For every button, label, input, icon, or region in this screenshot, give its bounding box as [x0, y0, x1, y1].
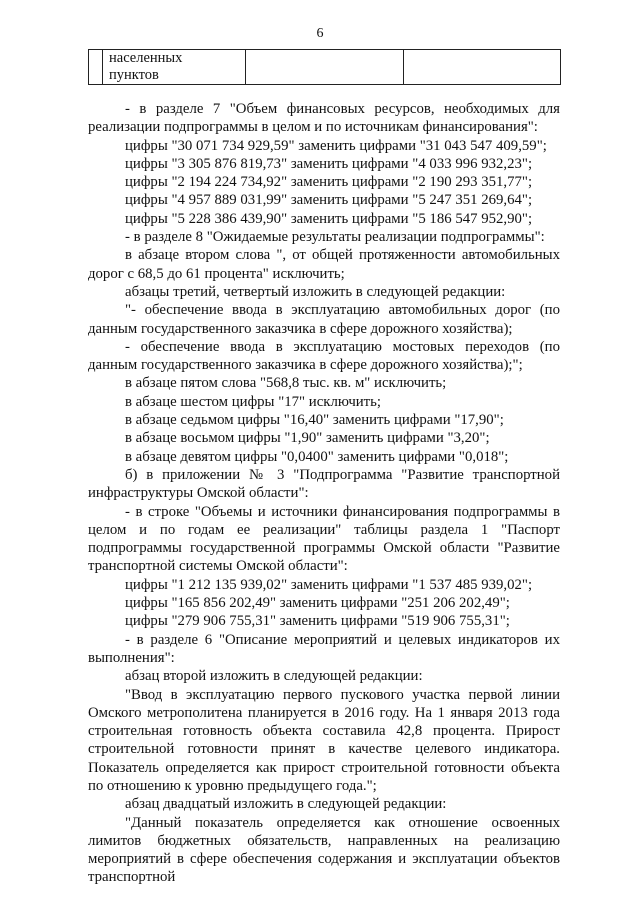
paragraph-replace-2: цифры "3 305 876 819,73" заменить цифрами "4 033 996 932,23"; [125, 155, 533, 172]
paragraph-roads: "- обеспечение ввода в эксплуатацию автомобильных дорог (по данным государственного заказчика в сфере дорожного хозяйства); [88, 302, 560, 337]
paragraph-section7-intro: - в разделе 7 "Объем финансовых ресурсов, необходимых для реализации подпрограммы в целом и по источникам финансирования": [88, 101, 560, 136]
paragraph-third-fourth: абзацы третий, четвертый изложить в следующей редакции: [125, 283, 506, 300]
paragraph-metro: "Ввод в эксплуатацию первого пускового участка первой линии Омского метрополитена планируется в 2016 году. На 1 января 2013 года строительная готовность объекта составила 42,8 процента. Прирост строительной готовности принят в качестве целевого индикатора. Показатель определяется как прирост строительной готовности объекта по отношению к уровню предыдущего года."; [88, 686, 560, 794]
paragraph-replace-3: цифры "2 194 224 734,92" заменить цифрами "2 190 293 351,77"; [125, 174, 533, 191]
paragraph-replace-5: цифры "5 228 386 439,90" заменить цифрами "5 186 547 952,90"; [125, 210, 533, 227]
table-fragment [88, 49, 561, 85]
paragraph-eighth: в абзаце восьмом цифры "1,90" заменить цифрами "3,20"; [125, 430, 490, 447]
paragraph-replace-7: цифры "165 856 202,49" заменить цифрами "251 206 202,49"; [125, 595, 510, 612]
table-cell-settlements [103, 50, 246, 85]
table-cell-empty [246, 50, 404, 85]
paragraph-second-abzac: абзац второй изложить в следующей редакции: [125, 668, 423, 685]
paragraph-ninth: в абзаце девятом цифры "0,0400" заменить цифрами "0,018"; [125, 448, 509, 465]
paragraph-section8-intro: - в разделе 8 "Ожидаемые результаты реализации подпрограммы": [125, 229, 545, 246]
page-number: 6 [316, 26, 324, 41]
paragraph-seventh: в абзаце седьмом цифры "16,40" заменить цифрами "17,90"; [125, 412, 504, 429]
paragraph-replace-6: цифры "1 212 135 939,02" заменить цифрами "1 537 485 939,02"; [125, 576, 533, 593]
table-cell-empty [89, 50, 103, 85]
paragraph-section6-intro: - в разделе 6 "Описание мероприятий и целевых индикаторов их выполнения": [88, 631, 560, 666]
paragraph-second-words: в абзаце втором слова ", от общей протяженности автомобильных дорог с 68,5 до 61 процента" исключить; [88, 247, 560, 282]
table-cell-text-line2: пунктов [109, 67, 159, 83]
paragraph-appendix3: б) в приложении № 3 "Подпрограмма "Развитие транспортной инфраструктуры Омской области": [88, 466, 560, 502]
paragraph-replace-8: цифры "279 906 755,31" заменить цифрами "519 906 755,31"; [125, 613, 510, 630]
table-cell-text-line1: населенных [109, 50, 183, 66]
paragraph-replace-4: цифры "4 957 889 031,99" заменить цифрами "5 247 351 269,64"; [125, 192, 533, 209]
paragraph-twentieth: абзац двадцатый изложить в следующей редакции: [125, 796, 447, 813]
table-row [89, 50, 561, 85]
document-body [88, 100, 560, 887]
paragraph-fifth: в абзаце пятом слова "568,8 тыс. кв. м" исключить; [125, 375, 447, 392]
paragraph-sixth: в абзаце шестом цифры "17" исключить; [125, 393, 382, 410]
paragraph-replace-1: цифры "30 071 734 929,59" заменить цифрами "31 043 547 409,59"; [125, 137, 547, 154]
table-cell-empty [404, 50, 561, 85]
paragraph-financing-row: - в строке "Объемы и источники финансирования подпрограммы в целом и по годам ее реализации" таблицы раздела 1 "Паспорт подпрограммы государственной программы Омской области "Развитие транспортной системы Омской области": [88, 503, 560, 575]
paragraph-bridges: - обеспечение ввода в эксплуатацию мостовых переходов (по данным государственного заказчика в сфере дорожного хозяйства);"; [88, 338, 560, 374]
paragraph-indicator: "Данный показатель определяется как отношение освоенных лимитов бюджетных обязательств, направленных на реализацию мероприятий в сфере обеспечения содержания и эксплуатации объектов транспортной [88, 814, 560, 886]
